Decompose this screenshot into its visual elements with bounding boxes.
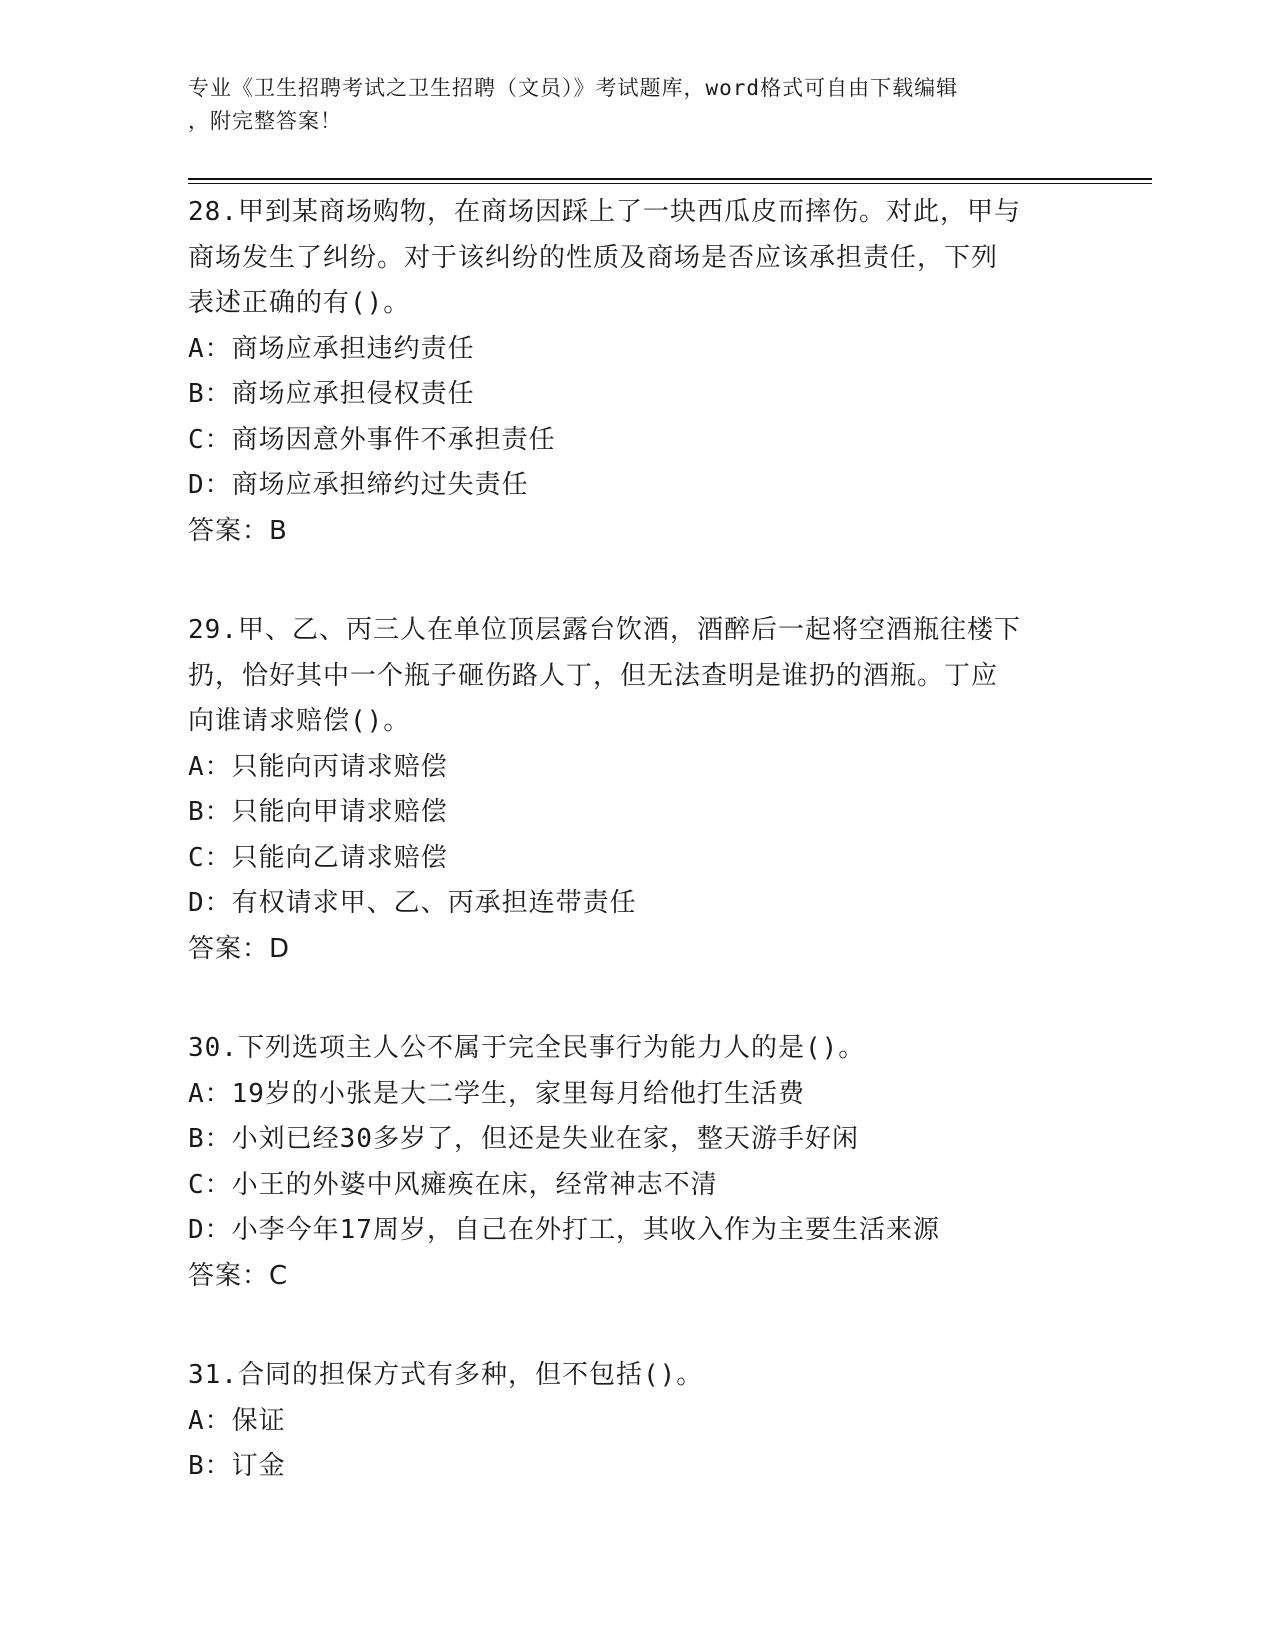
option-a: A：只能向丙请求赔偿 bbox=[188, 751, 448, 782]
option-b: B：只能向甲请求赔偿 bbox=[188, 797, 448, 827]
question-stem-line: 扔，恰好其中一个瓶子砸伤路人丁，但无法查明是谁扔的酒瓶。丁应 bbox=[188, 660, 999, 691]
question-30 bbox=[188, 1026, 1088, 1299]
option-d: D：小李今年17周岁，自己在外打工，其收入作为主要生活来源 bbox=[188, 1215, 940, 1245]
question-28 bbox=[188, 190, 1088, 554]
option-b: B：商场应承担侵权责任 bbox=[188, 379, 475, 409]
option-c: C：只能向乙请求赔偿 bbox=[188, 842, 448, 873]
question-stem-line: 29.甲、乙、丙三人在单位顶层露台饮酒，酒醉后一起将空酒瓶往楼下 bbox=[188, 615, 1021, 645]
question-29 bbox=[188, 608, 1088, 972]
option-a: A：19岁的小张是大二学生，家里每月给他打生活费 bbox=[188, 1078, 805, 1109]
option-b: B：订金 bbox=[188, 1451, 286, 1481]
answer: 答案：D bbox=[188, 933, 291, 964]
option-c: C：小王的外婆中风瘫痪在床，经常神志不清 bbox=[188, 1169, 718, 1200]
question-stem-line: 30.下列选项主人公不属于完全民事行为能力人的是()。 bbox=[188, 1033, 866, 1063]
question-stem-line: 商场发生了纠纷。对于该纠纷的性质及商场是否应该承担责任，下列 bbox=[188, 242, 999, 273]
answer: 答案：B bbox=[188, 515, 288, 546]
header-line-2: ，附完整答案！ bbox=[188, 109, 342, 133]
option-d: D：商场应承担缔约过失责任 bbox=[188, 470, 529, 500]
option-b: B：小刘已经30多岁了，但还是失业在家，整天游手好闲 bbox=[188, 1124, 859, 1154]
option-a: A：商场应承担违约责任 bbox=[188, 333, 475, 364]
page-header bbox=[188, 72, 1068, 138]
question-stem-line: 28.甲到某商场购物，在商场因踩上了一块西瓜皮而摔伤。对此，甲与 bbox=[188, 197, 1021, 227]
question-list bbox=[188, 190, 1088, 1490]
header-divider-thin bbox=[188, 183, 1152, 184]
option-a: A：保证 bbox=[188, 1405, 286, 1436]
answer: 答案：C bbox=[188, 1260, 289, 1291]
option-d: D：有权请求甲、乙、丙承担连带责任 bbox=[188, 888, 637, 918]
question-stem-line: 表述正确的有()。 bbox=[188, 288, 411, 318]
question-31 bbox=[188, 1353, 1088, 1490]
question-stem-line: 向谁请求赔偿()。 bbox=[188, 706, 411, 736]
question-stem-line: 31.合同的担保方式有多种，但不包括()。 bbox=[188, 1360, 704, 1390]
header-line-1: 专业《卫生招聘考试之卫生招聘（文员）》考试题库，word格式可自由下载编辑 bbox=[188, 76, 959, 100]
option-c: C：商场因意外事件不承担责任 bbox=[188, 424, 556, 455]
header-divider bbox=[188, 178, 1152, 180]
